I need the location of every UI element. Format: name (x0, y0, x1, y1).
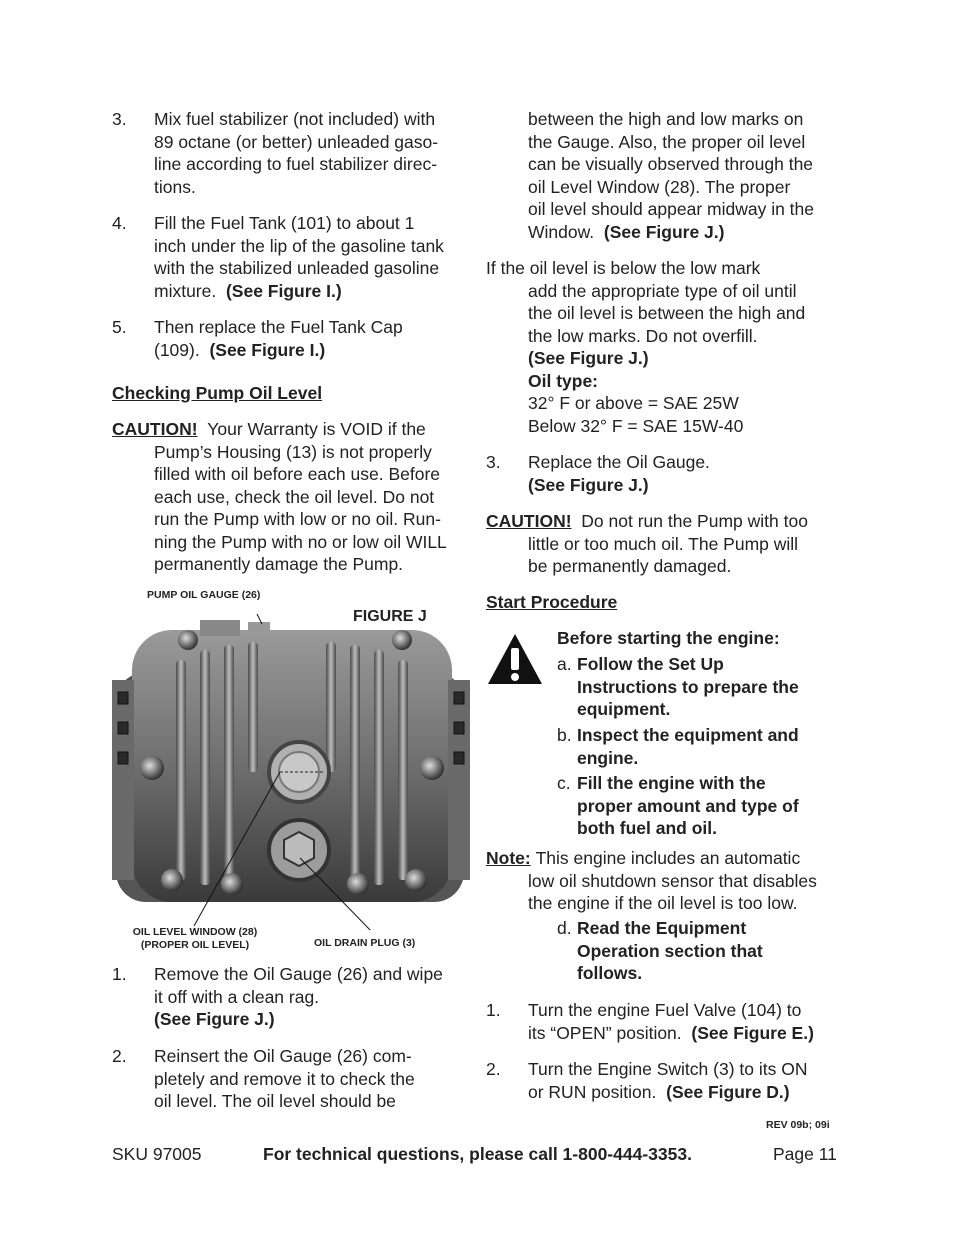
oil-type-label: Oil type: (528, 370, 599, 391)
oil-type-value: 32° F or above = SAE 25W (528, 393, 739, 413)
section-heading: Checking Pump Oil Level (112, 383, 323, 403)
text-line: it off with a clean rag. (154, 986, 320, 1007)
item-number: 3. (486, 452, 501, 472)
text-line: Read the Equipment (577, 918, 747, 938)
text-line: run the Pump with low or no oil. Run- (154, 509, 441, 529)
text-line: can be visually observed through the (528, 154, 814, 174)
item-number: 1. (486, 1000, 501, 1020)
text-line: tions. (154, 176, 196, 197)
figure-reference: (See Figure E.) (691, 1022, 814, 1043)
revision-code: REV 09b; 09i (766, 1119, 830, 1131)
text-line: ning the Pump with no or low oil WILL (154, 531, 447, 552)
text-line: Fill the Fuel Tank (101) to about 1 (154, 213, 415, 233)
text: Do not run the Pump with too (581, 511, 808, 531)
figure-reference: (See Figure J.) (154, 1009, 275, 1029)
text-line: filled with oil before each use. Before (154, 464, 440, 484)
pump-housing-photo (112, 600, 472, 930)
text-line: engine. (577, 747, 639, 768)
text-line: Operation section that (577, 940, 763, 961)
warning-triangle-icon (486, 632, 544, 686)
callout-line: (PROPER OIL LEVEL) (140, 939, 250, 951)
low-oil-paragraph (486, 257, 856, 437)
text-line: follows. (577, 963, 643, 983)
text-line: low oil shutdown sensor that disables (528, 870, 817, 891)
item-number: 3. (112, 109, 127, 129)
text-line: Turn the engine Fuel Valve (104) to (528, 1000, 802, 1020)
caution-block (486, 510, 856, 578)
text: (109). (154, 339, 200, 360)
text-line: line according to fuel stabilizer direc- (154, 154, 438, 174)
text-line: between the high and low marks on (528, 109, 804, 129)
figure-reference: (See Figure I.) (209, 339, 326, 360)
text-line: Then replace the Fuel Tank Cap (154, 317, 403, 337)
text-line: proper amount and type of (577, 795, 799, 816)
sub-step-letter: d. (557, 918, 572, 938)
text: Window. (528, 221, 595, 242)
text: its “OPEN” position. (528, 1022, 682, 1043)
callout-label-gauge: PUMP OIL GAUGE (26) (147, 589, 261, 601)
text-line: each use, check the oil level. Do not (154, 486, 435, 507)
caution-label: CAUTION! (112, 419, 198, 439)
text-line: Follow the Set Up (577, 654, 724, 674)
text-line: Instructions to prepare the (577, 676, 799, 697)
section-heading: Start Procedure (486, 592, 618, 612)
callout-label-drain: OIL DRAIN PLUG (3) (314, 937, 416, 949)
item-number: 2. (112, 1046, 127, 1066)
oil-type-value: Below 32° F = SAE 15W-40 (528, 415, 744, 436)
text: mixture. (154, 280, 217, 301)
figure-reference: (See Figure J.) (603, 221, 725, 242)
text-line: 89 octane (or better) unleaded gaso- (154, 131, 439, 152)
caution-block (112, 418, 482, 576)
text: Your Warranty is VOID if the (207, 419, 426, 439)
text-line: Turn the Engine Switch (3) to its ON (528, 1059, 808, 1079)
text-line (154, 339, 403, 362)
figure-reference: (See Figure I.) (225, 280, 342, 301)
text-line: Remove the Oil Gauge (26) and wipe (154, 964, 443, 984)
text-line: pletely and remove it to check the (154, 1068, 415, 1089)
text-line: add the appropriate type of oil until (528, 280, 797, 301)
text-line: the low marks. Do not overfill. (528, 325, 758, 346)
text-line: the Gauge. Also, the proper oil level (528, 131, 806, 152)
item-number: 1. (112, 964, 127, 984)
figure-reference: (See Figure J.) (528, 348, 649, 368)
sub-step-letter: a. (557, 654, 572, 674)
text-line: Inspect the equipment and (577, 725, 799, 745)
text-line: Pump’s Housing (13) is not properly (154, 441, 432, 462)
item-number: 5. (112, 317, 127, 337)
text-line: inch under the lip of the gasoline tank (154, 235, 444, 256)
figure-reference: (See Figure J.) (528, 474, 649, 495)
text-line: If the oil level is below the low mark (486, 258, 761, 278)
text-line: Mix fuel stabilizer (not included) with (154, 109, 436, 129)
text-line: oil level should appear midway in the (528, 199, 814, 219)
text-line: permanently damage the Pump. (154, 554, 404, 574)
text-line: the engine if the oil level is too low. (528, 893, 798, 913)
text-line: the oil level is between the high and (528, 303, 806, 323)
item-number: 4. (112, 213, 127, 233)
text: or RUN position. (528, 1081, 657, 1102)
text-line: equipment. (577, 699, 671, 719)
before-starting-heading: Before starting the engine: (557, 628, 780, 648)
text-line: little or too much oil. The Pump will (528, 533, 799, 554)
figure-reference: (See Figure D.) (666, 1081, 790, 1102)
text: This engine includes an automatic (535, 848, 801, 868)
text-line: oil level. The oil level should be (154, 1091, 396, 1111)
item-number: 2. (486, 1059, 501, 1079)
text-line: Reinsert the Oil Gauge (26) com- (154, 1046, 412, 1066)
text-line (154, 280, 444, 303)
note-block (486, 847, 856, 915)
caution-label: CAUTION! (486, 511, 572, 531)
text-line: both fuel and oil. (577, 818, 717, 838)
figure-title: FIGURE J (353, 608, 427, 625)
text-line: with the stabilized unleaded gasoline (154, 258, 440, 278)
footer-tech-support: For technical questions, please call 1-800-444-3353. (263, 1144, 692, 1164)
footer-sku: SKU 97005 (112, 1144, 202, 1164)
text-line: be permanently damaged. (528, 556, 732, 576)
text-line: Replace the Oil Gauge. (528, 452, 710, 472)
note-label: Note: (486, 848, 531, 868)
sub-step-letter: c. (557, 773, 571, 793)
page-number: Page 11 (773, 1144, 837, 1164)
continued-paragraph (528, 108, 858, 243)
callout-line: OIL LEVEL WINDOW (28) (132, 926, 258, 938)
callout-label-window (127, 926, 263, 952)
text-line: oil Level Window (28). The proper (528, 176, 791, 197)
text-line: Fill the engine with the (577, 773, 766, 793)
sub-step-letter: b. (557, 725, 572, 745)
